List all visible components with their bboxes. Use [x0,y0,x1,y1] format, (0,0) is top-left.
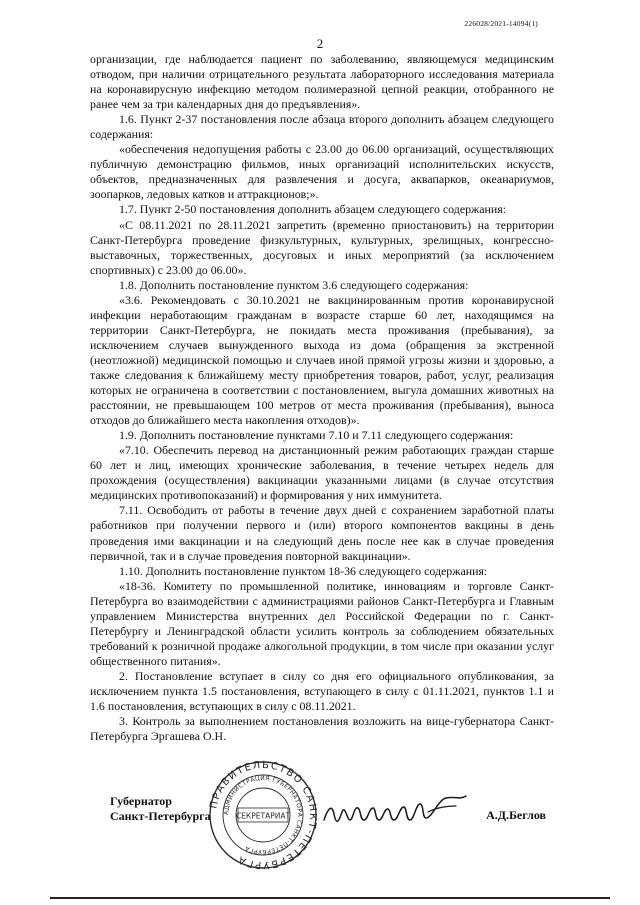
paragraph-1-7: 1.7. Пункт 2-50 постановления дополнить абзацем следующего содержания: [119,202,507,217]
paragraph-1-10: 1.10. Дополнить постановление пунктом 18-36 следующего содержания: [119,563,488,578]
paragraph-1-8-quote: «3.6. Рекомендовать с 30.10.2021 не вакцинированным против коронавирусной инфекции неработающим гражданам в возрасте старше 60 лет, находящимся на территории Санкт-Петербурга, не покидать места проживания (пребывания), за исключением случаев вынужденного выхода из дома (обращения за экстренной (неотложной) медицинской помощью и случаев иной прямой угрозы жизни и здоровью, а также следования к ближайшему месту приобретения товаров, работ, услуг, реализация которых не ограничена в соответствии с постановлением, выгула домашних животных на расстоянии, не превышающем 100 метров от места проживания (пребывания), выноса отходов до ближайшего места накопления отходов)». [90,292,554,428]
paragraph-1-6-quote: «обеспечения недопущения работы с 23.00 до 06.00 организаций, осуществляющих публичную демонстрацию фильмов, иных организаций исполнительских искусств, объектов, предназначенных для развлечения и досуга, аквапарков, океанариумов, зоопарков, ледовых катков и аттракционов;». [90,142,554,202]
page-number: 2 [316,36,324,51]
paragraph-3: 3. Контроль за выполнением постановления возложить на вице-губернатора Санкт-Петербурга Эргашева О.Н. [90,714,554,744]
seal-middle-text: АДМИНИСТРАЦИЯ ГУБЕРНАТОРА САНКТ-ПЕТЕРБУРГА [222,774,304,856]
handwritten-signature [320,790,470,832]
signatory-title-line1: Губернатор [110,794,172,808]
official-seal-stamp [208,760,318,870]
paragraph-18-36: «18-36. Комитету по промышленной политике, инновациям и торговле Санкт-Петербурга во взаимодействии с администрациями районов Санкт-Петербурга и Главным управлением Министерства внутренних дел Российской Федерации по г. Санкт-Петербургу и Ленинградской области усилить контроль за соблюдением обязательных требований к розничной продаже алкогольной продукции, в том числе при оказании услуг общественного питания». [90,578,554,668]
paragraph-2: 2. Постановление вступает в силу со дня его официального опубликования, за исключением пункта 1.5 постановления, вступающего в силу с 01.11.2021, пунктов 1.1 и 1.6 постановления, вступающих в силу с 08.11.2021. [90,668,554,714]
signatory-title-line2: Санкт-Петербурга [110,809,211,823]
seal-outer-text: ПРАВИТЕЛЬСТВО САНКТ-ПЕТЕРБУРГА [208,760,318,870]
paragraph-1-7-quote: «С 08.11.2021 по 28.11.2021 запретить (временно приостановить) на территории Санкт-Петербурга проведение физкультурных, культурных, зрелищных, конгрессно-выставочных, торжественных, досуговых и иных мероприятий (за исключением спортивных) с 23.00 до 06.00». [90,217,554,277]
paragraph-1-8: 1.8. Дополнить постановление пунктом 3.6 следующего содержания: [119,277,469,292]
paragraph-continuation: организации, где наблюдается пациент по заболеванию, являющемуся медицинским отводом, при наличии отрицательного результата лабораторного исследования материала на коронавирусную инфекцию методом полимеразной цепной реакции, отобранного не ранее чем за три календарных дня до предъявления». [90,52,554,112]
document-id: 226028/2021-14094(1) [464,19,538,28]
signatory-name: А.Д.Беглов [486,808,546,822]
seal-center-text: СЕКРЕТАРИАТ [235,811,291,821]
paragraph-7-10: «7.10. Обеспечить перевод на дистанционный режим работающих граждан старше 60 лет и лиц, имеющих хронические заболевания, в течение четырех недель для прохождения (осуществления) вакцинации указанными лицами (в случае отсутствия медицинских противопоказаний) и формирования у них иммунитета. [90,443,554,503]
paragraph-7-11: 7.11. Освободить от работы в течение двух дней с сохранением заработной платы работников при получении первого и (или) второго компонентов вакцины в день проведения ими вакцинации и на следующий день после нее как в случае проведения первичной, так и в случае проведения повторной вакцинации». [90,503,554,563]
paragraph-1-9: 1.9. Дополнить постановление пунктами 7.10 и 7.11 следующего содержания: [119,428,514,443]
bottom-divider [50,897,610,899]
paragraph-1-6: 1.6. Пункт 2-37 постановления после абзаца второго дополнить абзацем следующего содержания: [90,112,554,142]
signatory-title [110,794,211,824]
document-body [90,52,554,744]
signature-block [90,760,560,870]
